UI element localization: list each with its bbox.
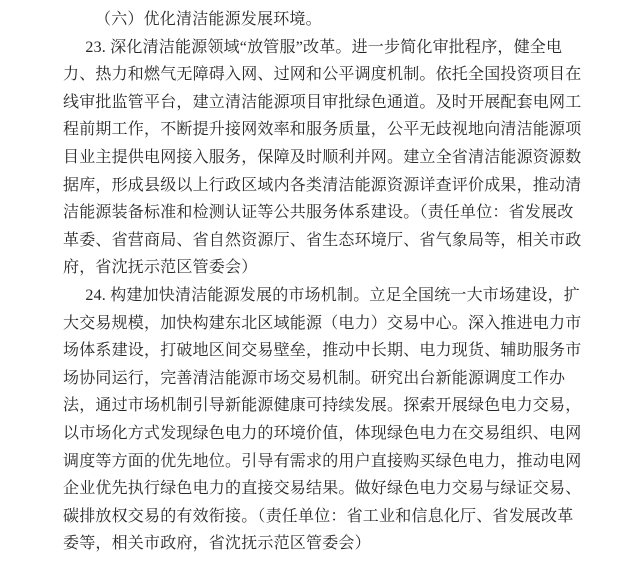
- paragraph-item-24: [63, 282, 582, 558]
- text-line: 府，省沈抚示范区管委会）: [63, 259, 258, 277]
- text-line: 委等，相关市政府，省沈抚示范区管委会）: [63, 535, 371, 553]
- text-line: 革委、省营商局、省自然资源厅、省生态环境厅、省气象局等，相关市政: [63, 231, 582, 249]
- text-line: 调度等方面的优先地位。引导有需求的用户直接购买绿色电力，推动电网: [63, 452, 582, 470]
- text-line: 据库，形成县级以上行政区域内各类清洁能源资源详查评价成果，推动清: [63, 176, 582, 194]
- text-line: 力、热力和燃气无障碍入网、过网和公平调度机制。依托全国投资项目在: [63, 66, 582, 84]
- text-line: 碳排放权交易的有效衔接。（责任单位：省工业和信息化厅、省发展改革: [63, 507, 574, 525]
- text-line: 程前期工作，不断提升接网效率和服务质量，公平无歧视地向清洁能源项: [63, 121, 582, 139]
- text-line: 23. 深化清洁能源领域“放管服”改革。进一步简化审批程序，健全电: [85, 38, 563, 56]
- section-heading: （六）优化清洁能源发展环境。: [95, 11, 322, 28]
- text-line: 大交易规模，加快构建东北区域能源（电力）交易中心。深入推进电力市: [63, 314, 582, 332]
- text-line: 场协同运行，完善清洁能源市场交易机制。研究出台新能源调度工作办: [63, 369, 566, 387]
- text-line: 洁能源装备标准和检测认证等公共服务体系建设。（责任单位：省发展改: [63, 204, 574, 222]
- section-heading-paragraph: [63, 6, 582, 34]
- text-line: 24. 构建加快清洁能源发展的市场机制。立足全国统一大市场建设，扩: [85, 286, 580, 304]
- paragraph-item-23: [63, 34, 582, 282]
- text-line: 企业优先执行绿色电力的直接交易结果。做好绿色电力交易与绿证交易、: [63, 480, 582, 498]
- text-line: 线审批监管平台，建立清洁能源项目审批绿色通道。及时开展配套电网工: [63, 93, 582, 111]
- text-line: 目业主提供电网接入服务，保障及时顺利并网。建立全省清洁能源资源数: [63, 148, 582, 166]
- text-line: 法，通过市场机制引导新能源健康可持续发展。探索开展绿色电力交易，: [63, 397, 582, 415]
- text-line: 以市场化方式发现绿色电力的环境价值，体现绿色电力在交易组织、电网: [63, 424, 582, 442]
- text-line: 场体系建设，打破地区间交易壁垒，推动中长期、电力现货、辅助服务市: [63, 342, 582, 360]
